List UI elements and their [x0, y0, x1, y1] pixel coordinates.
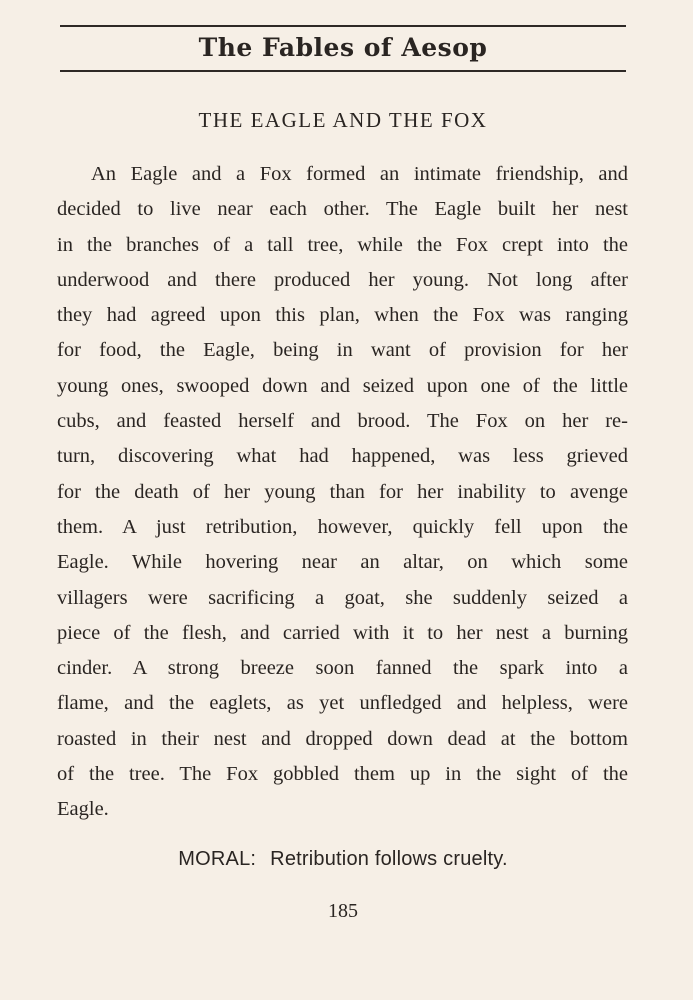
body-line: underwood and there produced her young. Not long after: [57, 268, 628, 291]
moral-text: Retribution follows cruelty.: [270, 848, 508, 870]
body-line: young ones, swooped down and seized upon one of the little: [57, 374, 628, 397]
body-line: for food, the Eagle, being in want of provision for her: [57, 339, 628, 362]
body-line: An Eagle and a Fox formed an intimate friendship, and: [91, 163, 628, 185]
header-rule-bottom: [60, 70, 626, 72]
body-line: in the branches of a tall tree, while the Fox crept into the: [57, 233, 628, 256]
body-line: Eagle. While hovering near an altar, on which some: [57, 551, 628, 574]
body-line: them. A just retribution, however, quickly fell upon the: [57, 515, 628, 538]
fable-body: [57, 157, 628, 828]
running-head: The Fables of Aesop: [198, 33, 488, 62]
body-line: Eagle.: [57, 798, 109, 821]
body-line: of the tree. The Fox gobbled them up in the sight of the: [57, 763, 628, 786]
body-line: decided to live near each other. The Eagle built her nest: [57, 198, 628, 221]
body-line: roasted in their nest and dropped down dead at the bottom: [57, 727, 628, 750]
body-line: turn, discovering what had happened, was less grieved: [57, 445, 628, 468]
body-line: for the death of her young than for her inability to avenge: [57, 480, 628, 503]
header-rule-top: [60, 25, 626, 27]
moral-label: MORAL:: [178, 848, 257, 870]
body-line: piece of the flesh, and carried with it to her nest a burning: [57, 621, 628, 644]
body-line: cinder. A strong breeze soon fanned the spark into a: [57, 657, 628, 680]
body-line: flame, and the eaglets, as yet unfledged and helpless, were: [57, 692, 628, 715]
page-number: 185: [328, 900, 358, 922]
body-line: they had agreed upon this plan, when the Fox was ranging: [57, 304, 628, 327]
body-line: cubs, and feasted herself and brood. The Fox on her re-: [57, 410, 628, 433]
moral: [60, 845, 626, 873]
fable-title: THE EAGLE AND THE FOX: [198, 108, 488, 132]
body-line: villagers were sacrificing a goat, she suddenly seized a: [57, 586, 628, 609]
